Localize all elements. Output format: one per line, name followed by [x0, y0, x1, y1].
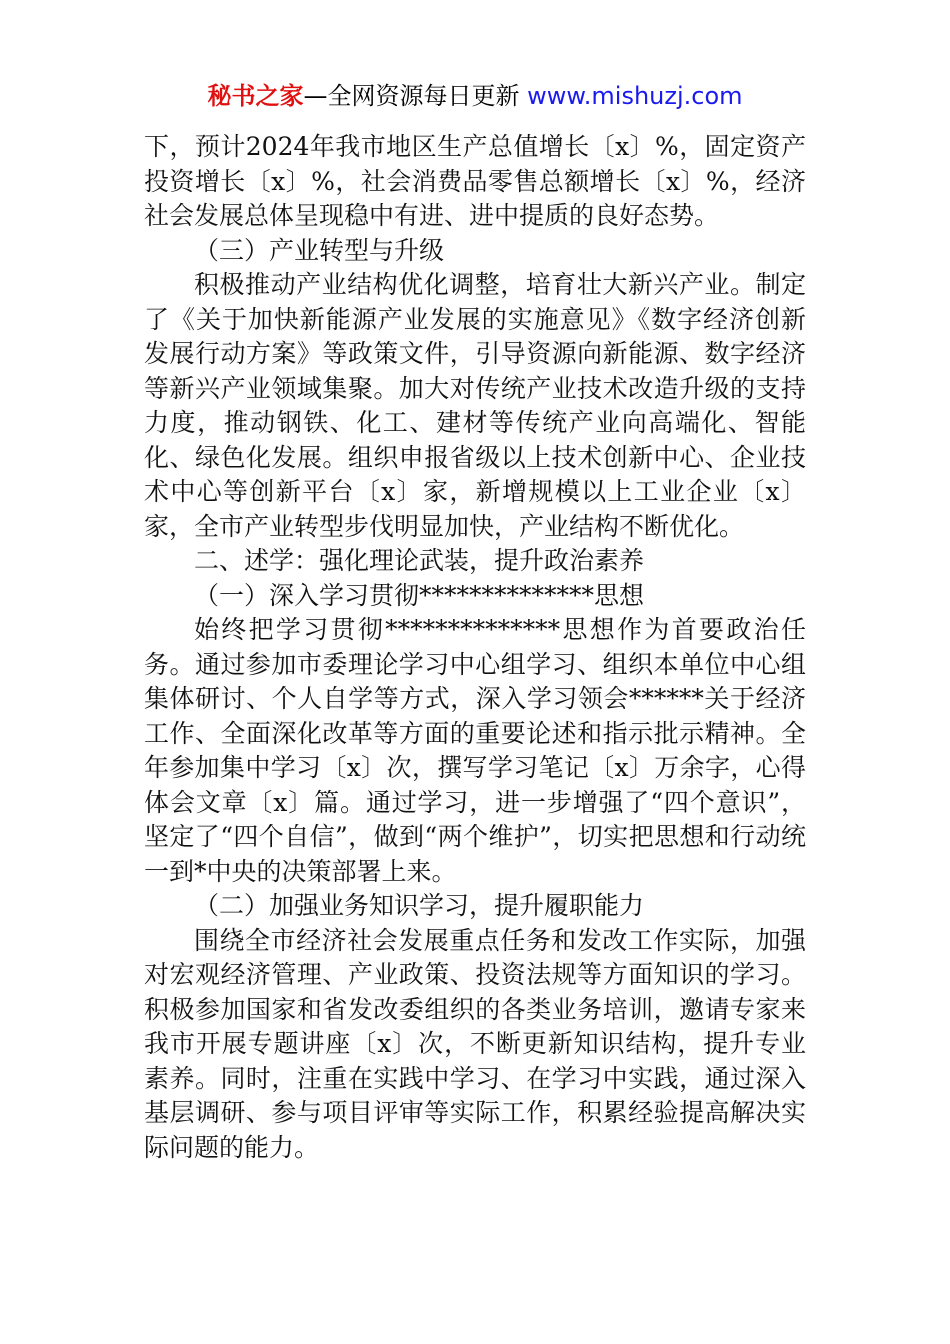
- header-site-url: www.mishuzj.com: [519, 82, 743, 110]
- site-header: [0, 80, 950, 112]
- paragraph-business-knowledge: 围绕全市经济社会发展重点任务和发改工作实际，加强对宏观经济管理、产业政策、投资法规等方面知识的学习。积极参加国家和省发改委组织的各类业务培训，邀请专家来我市开展专题讲座〔x〕次，不断更新知识结构，提升专业素养。同时，注重在实践中学习、在学习中实践，通过深入基层调研、参与项目评审等实际工作，积累经验提高解决实际问题的能力。: [144, 925, 806, 1162]
- subheading-business-knowledge: （二）加强业务知识学习，提升履职能力: [194, 891, 645, 920]
- paragraph-industry-transformation: 积极推动产业结构优化调整，培育壮大新兴产业。制定了《关于加快新能源产业发展的实施意见》《数字经济创新发展行动方案》等政策文件，引导资源向新能源、数字经济等新兴产业领域集聚。加大对传统产业技术改造升级的支持力度，推动钢铁、化工、建材等传统产业向高端化、智能化、绿色化发展。组织申报省级以上技术创新中心、企业技术中心等创新平台〔x〕家，新增规模以上工业企业〔x〕家，全市产业转型步伐明显加快，产业结构不断优化。: [144, 270, 806, 541]
- header-tagline: —全网资源每日更新: [303, 82, 520, 110]
- paragraph-study-thought: 始终把学习贯彻**************思想作为首要政治任务。通过参加市委理论学习中心组学习、组织本单位中心组集体研讨、个人自学等方式，深入学习领会******关于经济工作、全面深化改革等方面的重要论述和指示批示精神。全年参加集中学习〔x〕次，撰写学习笔记〔x〕万余字，心得体会文章〔x〕篇。通过学习，进一步增强了“四个意识”，坚定了“四个自信”，做到“两个维护”，切实把思想和行动统一到*中央的决策部署上来。: [144, 615, 806, 886]
- document-body: [144, 130, 806, 1165]
- subheading-study-thought: （一）深入学习贯彻**************思想: [194, 580, 645, 610]
- header-brand: 秘书之家: [207, 82, 304, 110]
- section-heading-study: 二、述学：强化理论武装，提升政治素养: [194, 546, 645, 575]
- paragraph-continuation: 下，预计2024年我市地区生产总值增长〔x〕%，固定资产投资增长〔x〕%，社会消费品零售总额增长〔x〕%，经济社会发展总体呈现稳中有进、进中提质的良好态势。: [144, 132, 806, 230]
- section-heading-industry-transformation: （三）产业转型与升级: [194, 235, 445, 265]
